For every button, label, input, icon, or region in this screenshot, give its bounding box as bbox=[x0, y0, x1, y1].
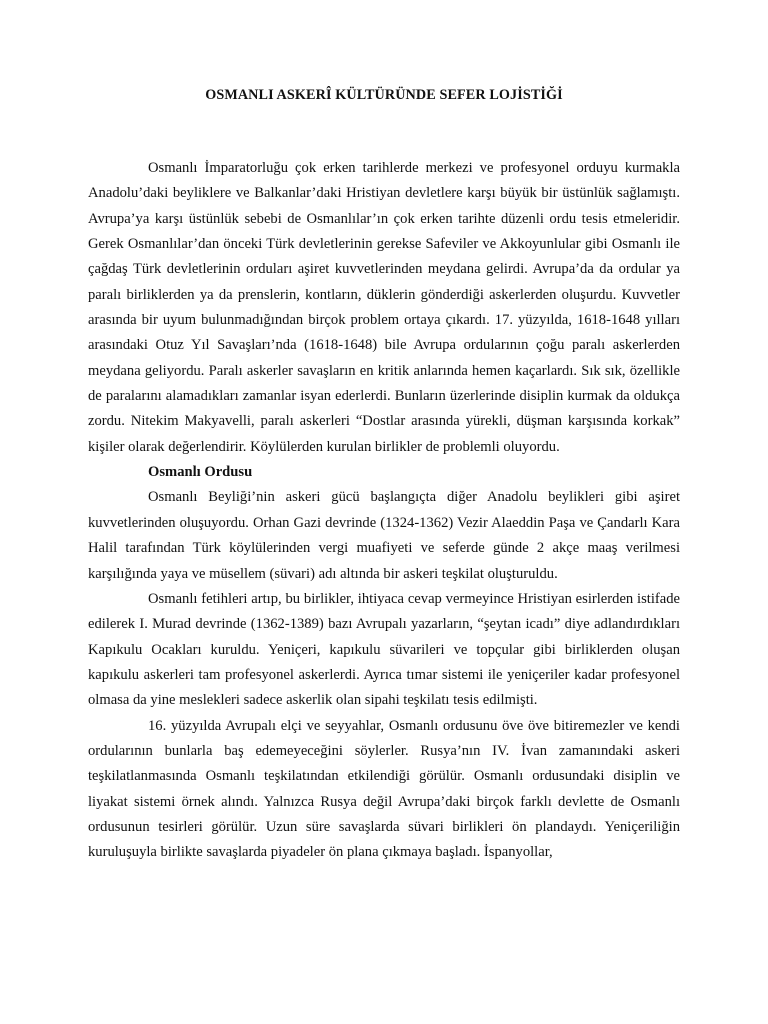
document-body bbox=[88, 156, 680, 866]
document-title: OSMANLI ASKERÎ KÜLTÜRÜNDE SEFER LOJİSTİĞİ bbox=[205, 87, 563, 103]
document-page bbox=[88, 0, 680, 866]
section-heading: Osmanlı Ordusu bbox=[148, 464, 253, 481]
paragraph-intro: Osmanlı İmparatorluğu çok erken tarihlerde merkezi ve profesyonel orduyu kurmakla Anadolu’daki beyliklere ve Balkanlar’daki Hristiyan devletlere karşı büyük bir üstünlük sağlamıştı. Avrupa’ya karşı üstünlük sebebi de Osmanlılar’ın çok erken tarihte düzenli ordu tesis etmeleridir. Gerek Osmanlılar’dan önceki Türk devletlerinin gerekse Safeviler ve Akkoyunlular gibi Osmanlı ile çağdaş Türk devletlerinin orduları aşiret kuvvetlerinden meydana gelirdi. Avrupa’da da ordular ya paralı birliklerden ya da prenslerin, kontların, düklerin gönderdiği askerlerden oluşurdu. Kuvvetler arasında bir uyum bulunmadığından birçok problem ortaya çıkardı. 17. yüzyılda, 1618-1648 yılları arasındaki Otuz Yıl Savaşları’nda (1618-1648) bile Avrupa ordularının çoğu paralı askerlerden meydana geliyordu. Paralı askerler savaşların en kritik anlarında hemen kaçarlardı. Sık sık, özellikle de paralarını alamadıkları zamanlar isyan ederlerdi. Bunların üzerlerinde disiplin kurmak da oldukça zordu. Nitekim Makyavelli, paralı askerleri “Dostlar arasında yürekli, düşman karşısında korkak” kişiler olarak değerlendirir. Köylülerden kurulan birlikler de problemli oluyordu. bbox=[88, 160, 680, 455]
paragraph-kapikulu: Osmanlı fetihleri artıp, bu birlikler, ihtiyaca cevap vermeyince Hristiyan esirlerden istifade edilerek I. Murad devrinde (1362-1389) bazı Avrupalı yazarların, “şeytan icadı” diye adlandırdıkları Kapıkulu Ocakları kuruldu. Yeniçeri, kapıkulu süvarileri ve topçular gibi birliklerden oluşan kapıkulu askerleri tam profesyonel askerlerdi. Ayrıca tımar sistemi ile yeniçeriler kadar profesyonel olmasa da yine meslekleri sadece askerlik olan sipahi teşkilatı tesis edilmişti. bbox=[88, 590, 680, 709]
paragraph-ordu-origins: Osmanlı Beyliği’nin askeri gücü başlangıçta diğer Anadolu beylikleri gibi aşiret kuvvetlerinden oluşuyordu. Orhan Gazi devrinde (1324-1362) Vezir Alaeddin Paşa ve Çandarlı Kara Halil tarafından Türk köylülerinden vergi muafiyeti ve seferde günde 2 akçe maaş verilmesi karşılığında yaya ve müsellem (süvari) adı altında bir askeri teşkilat oluşturuldu. bbox=[88, 489, 680, 582]
paragraph-16th-century: 16. yüzyılda Avrupalı elçi ve seyyahlar, Osmanlı ordusunu öve öve bitiremezler ve kendi ordularının bunlarla baş edemeyeceğini söylerler. Rusya’nın IV. İvan zamanındaki askeri teşkilatlanmasında Osmanlı teşkilatından etkilendiği görülür. Osmanlı ordusundaki disiplin ve liyakat sistemi örnek alındı. Yalnızca Rusya değil Avrupa’daki birçok farklı devlette de Osmanlı ordusunun tesirleri görülür. Uzun süre savaşlarda süvari birlikleri ön plandaydı. Yeniçeriliğin kuruluşuyla birlikte savaşlarda piyadeler ön plana çıkmaya başladı. İspanyollar, bbox=[88, 717, 680, 861]
